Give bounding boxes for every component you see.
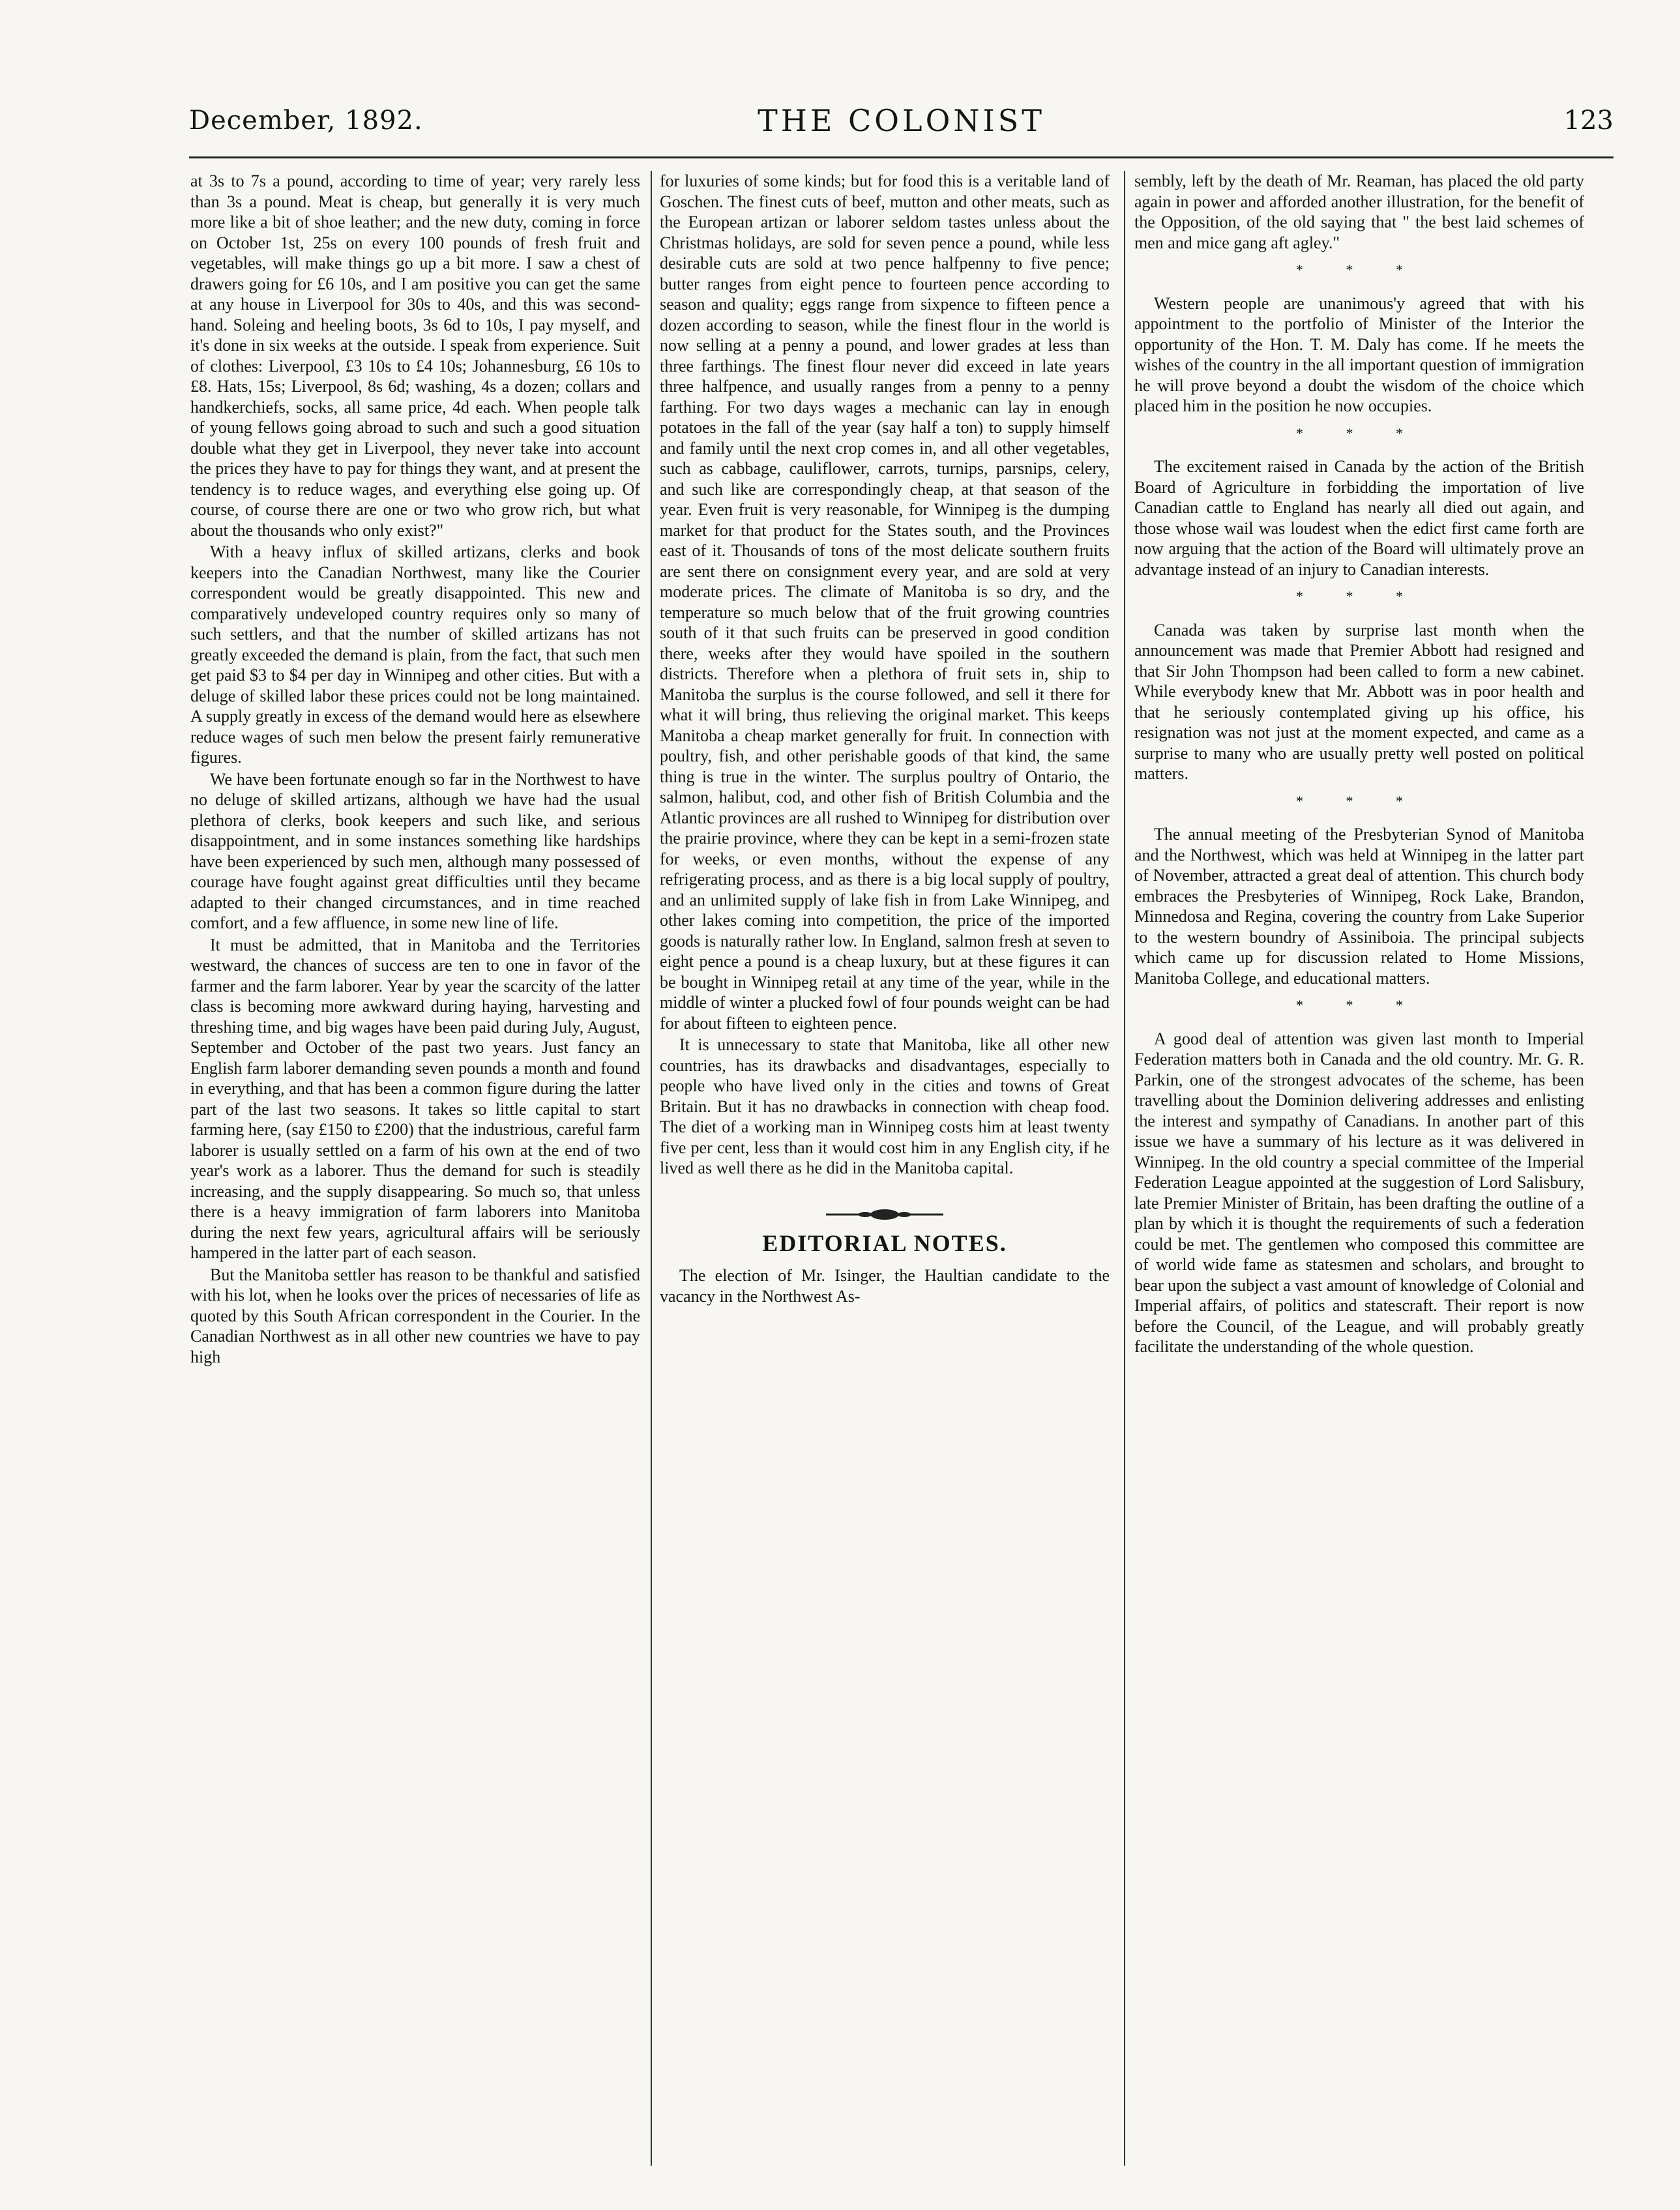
header-page-number: 123 (1563, 106, 1614, 136)
separator-stars: * * * (1296, 792, 1422, 809)
paragraph: It is unnecessary to state that Manitoba, like all other new countries, has its drawbacks and disadvantages, especially to people who have lived only in the cities and towns of Great Britain. But it has no drawbacks in connection with cheap food. The diet of a working man in Winnipeg costs him at least twenty five per cent, less than it would cost him in any English city, if he lived as well there as he did in the Manitoba capital. (660, 1035, 1110, 1177)
separator-stars: * * * (1296, 424, 1422, 441)
header-title: THE COLONIST (758, 103, 1045, 138)
paragraph: It must be admitted, that in Manitoba and the Territories westward, the chances of success are ten to one in favor of the farmer and the farm laborer. Year by year the scarcity of the latter class is becoming more awkward during haying, harvesting and threshing time, and big wages have been paid during July, August, September and October of the past two years. Just fancy an English farm laborer demanding seven pounds a month and found in everything, and that has been a common figure during the latter part of the last two seasons. It takes so little capital to start farming here, (say £150 to £200) that the industrious, careful farm laborer is usually settled on a farm of his own at the end of two year's work as a laborer. Thus the demand for such is steadily increasing, and the supply disappearing. So much so, that unless there is a heavy immigration of farm laborers into Manitoba during the next few years, agricultural affairs will be seriously hampered in the latter part of each season. (190, 935, 640, 1262)
paragraph: at 3s to 7s a pound, according to time of year; very rarely less than 3s a pound. Meat is cheap, but generally it is very much more like a bit of shoe leather; and the new duty, coming in force on October 1st, 25s on every 100 pounds of fresh fruit and vegetables, will make things go up a bit more. I saw a chest of drawers going for £6 10s, and I am positive you can get the same at any house in Liverpool for 30s to 40s, and this was second-hand. Soleing and heeling boots, 3s 6d to 10s, I pay myself, and it's done in six weeks at the outside. I speak from experience. Suit of clothes: Liverpool, £3 10s to £4 10s; Johannesburg, £6 10s to £8. Hats, 15s; Liverpool, 8s 6d; washing, 4s a dozen; collars and handkerchiefs, socks, all same price, 4d each. When people talk of young fellows going abroad to such and such a good situation double what they get in Liverpool, they never take into account the prices they have to pay for things they want, and at present the tendency is to reduce wages, and everything else going up. Of course, of course there are one or two who grow rich, but what about the thousands who only exist?" (190, 171, 640, 540)
paragraph: for luxuries of some kinds; but for food this is a veritable land of Goschen. The finest cuts of beef, mutton and other meats, such as the European artizan or laborer seldom tastes unless about the Christmas holidays, are sold for seven pence a pound, while less desirable cuts are sold at two pence halfpenny to five pence; butter ranges from eight pence to fourteen pence according to season and quality; eggs range from sixpence to fifteen pence a dozen according to season, while the finest flour in the world is now selling at a penny a pound, and lower grades at less than three farthings. The finest flour never did exceed in late years three halfpence, and usually ranges from a penny to a penny farthing. For two days wages a mechanic can lay in enough potatoes in the fall of the year (say half a ton) to supply himself and family until the next crop comes in, and all other vegetables, such as cabbage, cauliflower, carrots, turnips, parsnips, celery, and such like are correspondingly cheap, at that season of the year. Even fruit is very reasonable, for Winnipeg is the dumping market for that product for the States south, and the Provinces east of it. Thousands of tons of the most delicate southern fruits are sent there on consignment every year, and are sold at very moderate prices. The climate of Manitoba is so dry, and the temperature so much below that of the fruit growing countries south of it that such fruits can be preserved in good condition there, weeks after they would have spoiled in the southern districts. Therefore when a plethora of fruit sets in, ship to Manitoba the surplus is the course followed, and sell it there for what it will bring, thus relieving the original market. This keeps Manitoba a cheap market generally for fruit. In connection with poultry, fish, and other perishable goods of that kind, the same thing is true in the winter. The surplus poultry of Ontario, the salmon, halibut, cod, and other fish of British Columbia and the Atlantic provinces are all rushed to Winnipeg for distribution over the prairie province, where they can be kept in a semi-frozen state for weeks, or even months, without the expense of any refrigerating process, and as there is a big local supply of poultry, and an unlimited supply of lake fish in from Lake Winnipeg, and other lakes coming into competition, the price of the imported goods is naturally rather low. In England, salmon fresh at seven to eight pence a pound is a cheap luxury, but at these figures it can be bought in Winnipeg retail at any time of the year, while in the middle of winter a plucked fowl of four pounds weight can be had for about fifteen to eighteen pence. (660, 171, 1110, 1033)
paragraph: A good deal of attention was given last month to Imperial Federation matters both in Canada and the old country. Mr. G. R. Parkin, one of the strongest advocates of the scheme, has been travelling about the Dominion delivering addresses and enlisting the interest and sympathy of Canadians. In another part of this issue we have a summary of his lecture as it was delivered in Winnipeg. In the old country a special committee of the Imperial Federation League appointed at the suggestion of Lord Salisbury, late Premier Minister of Britain, has been drafting the outline of a plan by which it is thought the requirements of such a federation could be met. The gentlemen who composed this committee are of world wide fame as statesmen and scholars, and brought to bear upon the subject a vast amount of knowledge of Colonial and Imperial affairs, of politics and statescraft. Their report is now before the Council, of the League, and will probably greatly facilitate the understanding of the whole question. (1134, 1029, 1584, 1356)
column-1 (190, 171, 640, 2166)
column-divider (1124, 171, 1125, 2166)
paragraph: With a heavy influx of skilled artizans, clerks and book keepers into the Canadian Northwest, many like the Courier correspondent would be greatly disappointed. This new and comparatively undeveloped country requires only so many of such settlers, and that the number of skilled artizans has not greatly exceeded the demand is plain, from the fact, that such men get paid $3 to $4 per day in Winnipeg and other cities. But with a deluge of skilled labor these prices could not be long maintained. A supply greatly in excess of the demand would here as elsewhere reduce wages of such men below the present fairly remunerative figures. (190, 542, 640, 767)
paragraph: The election of Mr. Isinger, the Haultian candidate to the vacancy in the Northwest As- (660, 1266, 1110, 1306)
page-header (189, 98, 1614, 143)
paragraph: Western people are unanimous'y agreed that with his appointment to the portfolio of Minister of the Interior the opportunity of the Hon. T. M. Daly has come. If he meets the wishes of the country in the all important question of immigration he will prove beyond a doubt the wisdom of the choice which placed him in the position he now occupies. (1134, 293, 1584, 415)
column-2 (660, 171, 1110, 2166)
column-3 (1134, 171, 1584, 2166)
separator-stars: * * * (1296, 997, 1422, 1013)
paragraph: The annual meeting of the Presbyterian Synod of Manitoba and the Northwest, which was held at Winnipeg in the latter part of November, attracted a great deal of attention. This church body embraces the Presbyteries of Winnipeg, Rock Lake, Brandon, Minnedosa and Regina, covering the country from Lake Superior to the western boundry of Assiniboia. The principal subjects which came up for discussion related to Home Missions, Manitoba College, and educational matters. (1134, 825, 1584, 988)
separator-stars: * * * (1296, 261, 1422, 278)
paragraph: But the Manitoba settler has reason to be thankful and satisfied with his lot, when he looks over the prices of necessaries of life as quoted by this South African correspondent in the Courier. In the Canadian Northwest as in all other new countries we have to pay high (190, 1265, 640, 1366)
section-ornament (819, 1205, 950, 1224)
paragraph: The excitement raised in Canada by the action of the British Board of Agriculture in forbidding the importation of live Canadian cattle to England has nearly all died out again, and those whose wail was loudest when the edict first came forth are now arguing that the action of the Board will ultimately prove an advantage instead of an injury to Canadian interests. (1134, 457, 1584, 579)
paragraph: Canada was taken by surprise last month when the announcement was made that Premier Abbott had resigned and that Sir John Thompson had been called to form a new cabinet. While everybody knew that Mr. Abbott was in poor health and that he seriously contemplated giving up his office, his resignation was not just at the moment expected, and came as a surprise to many who are usually pretty well posted on political matters. (1134, 620, 1584, 783)
header-rule (189, 156, 1614, 158)
header-date: December, 1892. (189, 106, 423, 136)
section-heading: EDITORIAL NOTES. (762, 1230, 1007, 1256)
paragraph: sembly, left by the death of Mr. Reaman, has placed the old party again in power and afforded another illustration, for the benefit of the Opposition, of the old saying that " the best laid schemes of men and mice gang aft agley." (1134, 171, 1584, 252)
separator-stars: * * * (1296, 588, 1422, 604)
paragraph: We have been fortunate enough so far in the Northwest to have no deluge of skilled artizans, although we have had the usual plethora of clerks, book keepers and such like, and serious disappointment, and in some instances something like hardships have been experienced by such men, although many possessed of courage have fought against great difficulties until they became adapted to their changed circumstances, and in time reached comfort, and a few affluence, in some new line of life. (190, 769, 640, 932)
column-divider (651, 171, 652, 2166)
